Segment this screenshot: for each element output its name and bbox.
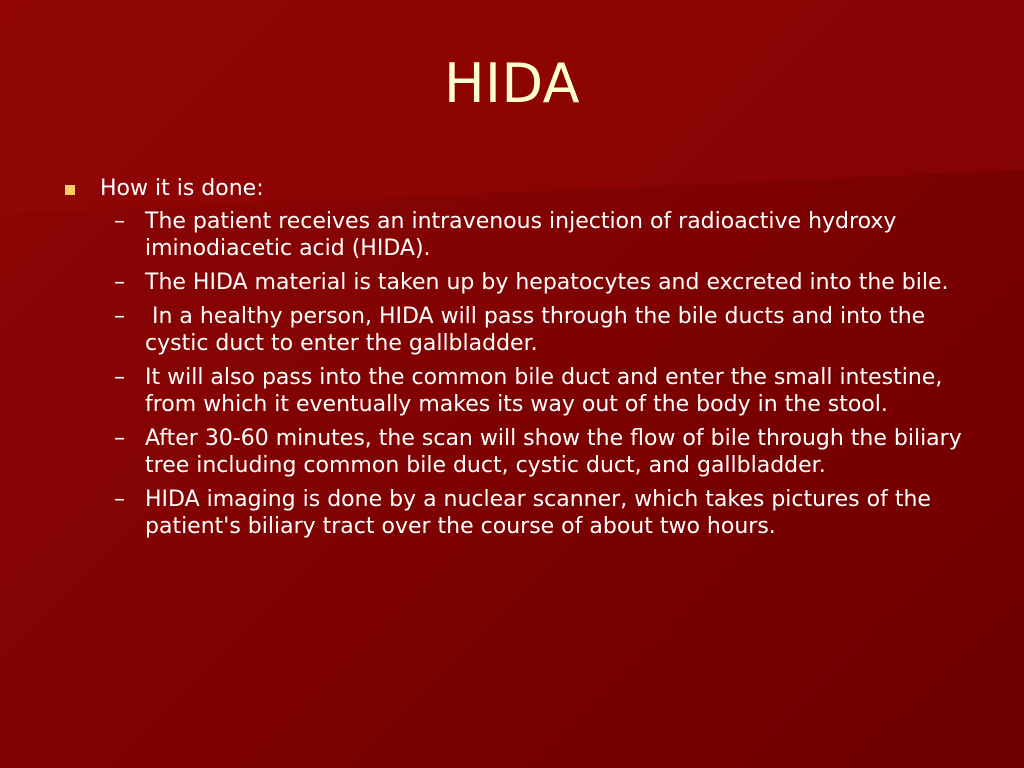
- sub-bullet-item: [62, 208, 972, 262]
- dash-marker: –: [114, 426, 125, 451]
- sub-bullet-item: [62, 364, 972, 418]
- slide-content: [62, 174, 972, 547]
- dash-marker: –: [114, 487, 125, 512]
- dash-marker: –: [114, 270, 125, 295]
- sub-bullet-text: It will also pass into the common bile duct and enter the small intestine, from which it eventually makes its way out of the body in the stool.: [145, 365, 943, 417]
- sub-bullet-text: HIDA imaging is done by a nuclear scanner, which takes pictures of the patient's biliary tract over the course of about two hours.: [145, 487, 931, 539]
- slide-title: HIDA: [443, 52, 581, 115]
- sub-bullet-text: The HIDA material is taken up by hepatocytes and excreted into the bile.: [145, 270, 949, 295]
- sub-bullet-list: [62, 208, 972, 540]
- sub-bullet-text: After 30-60 minutes, the scan will show the flow of bile through the biliary tree including common bile duct, cystic duct, and gallbladder.: [145, 426, 962, 478]
- dash-marker: –: [114, 209, 125, 234]
- bullet-item: [62, 174, 972, 204]
- sub-bullet-text: In a healthy person, HIDA will pass through the bile ducts and into the cystic duct to enter the gallbladder.: [145, 304, 926, 356]
- bullet-text: How it is done:: [100, 176, 264, 201]
- sub-bullet-item: [62, 269, 972, 296]
- dash-marker: –: [114, 304, 125, 329]
- sub-bullet-item: [62, 425, 972, 479]
- sub-bullet-text: The patient receives an intravenous injection of radioactive hydroxy iminodiacetic acid (HIDA).: [145, 209, 897, 261]
- sub-bullet-item: [62, 303, 972, 357]
- square-bullet-icon: [65, 185, 75, 195]
- sub-bullet-item: [62, 486, 972, 540]
- dash-marker: –: [114, 365, 125, 390]
